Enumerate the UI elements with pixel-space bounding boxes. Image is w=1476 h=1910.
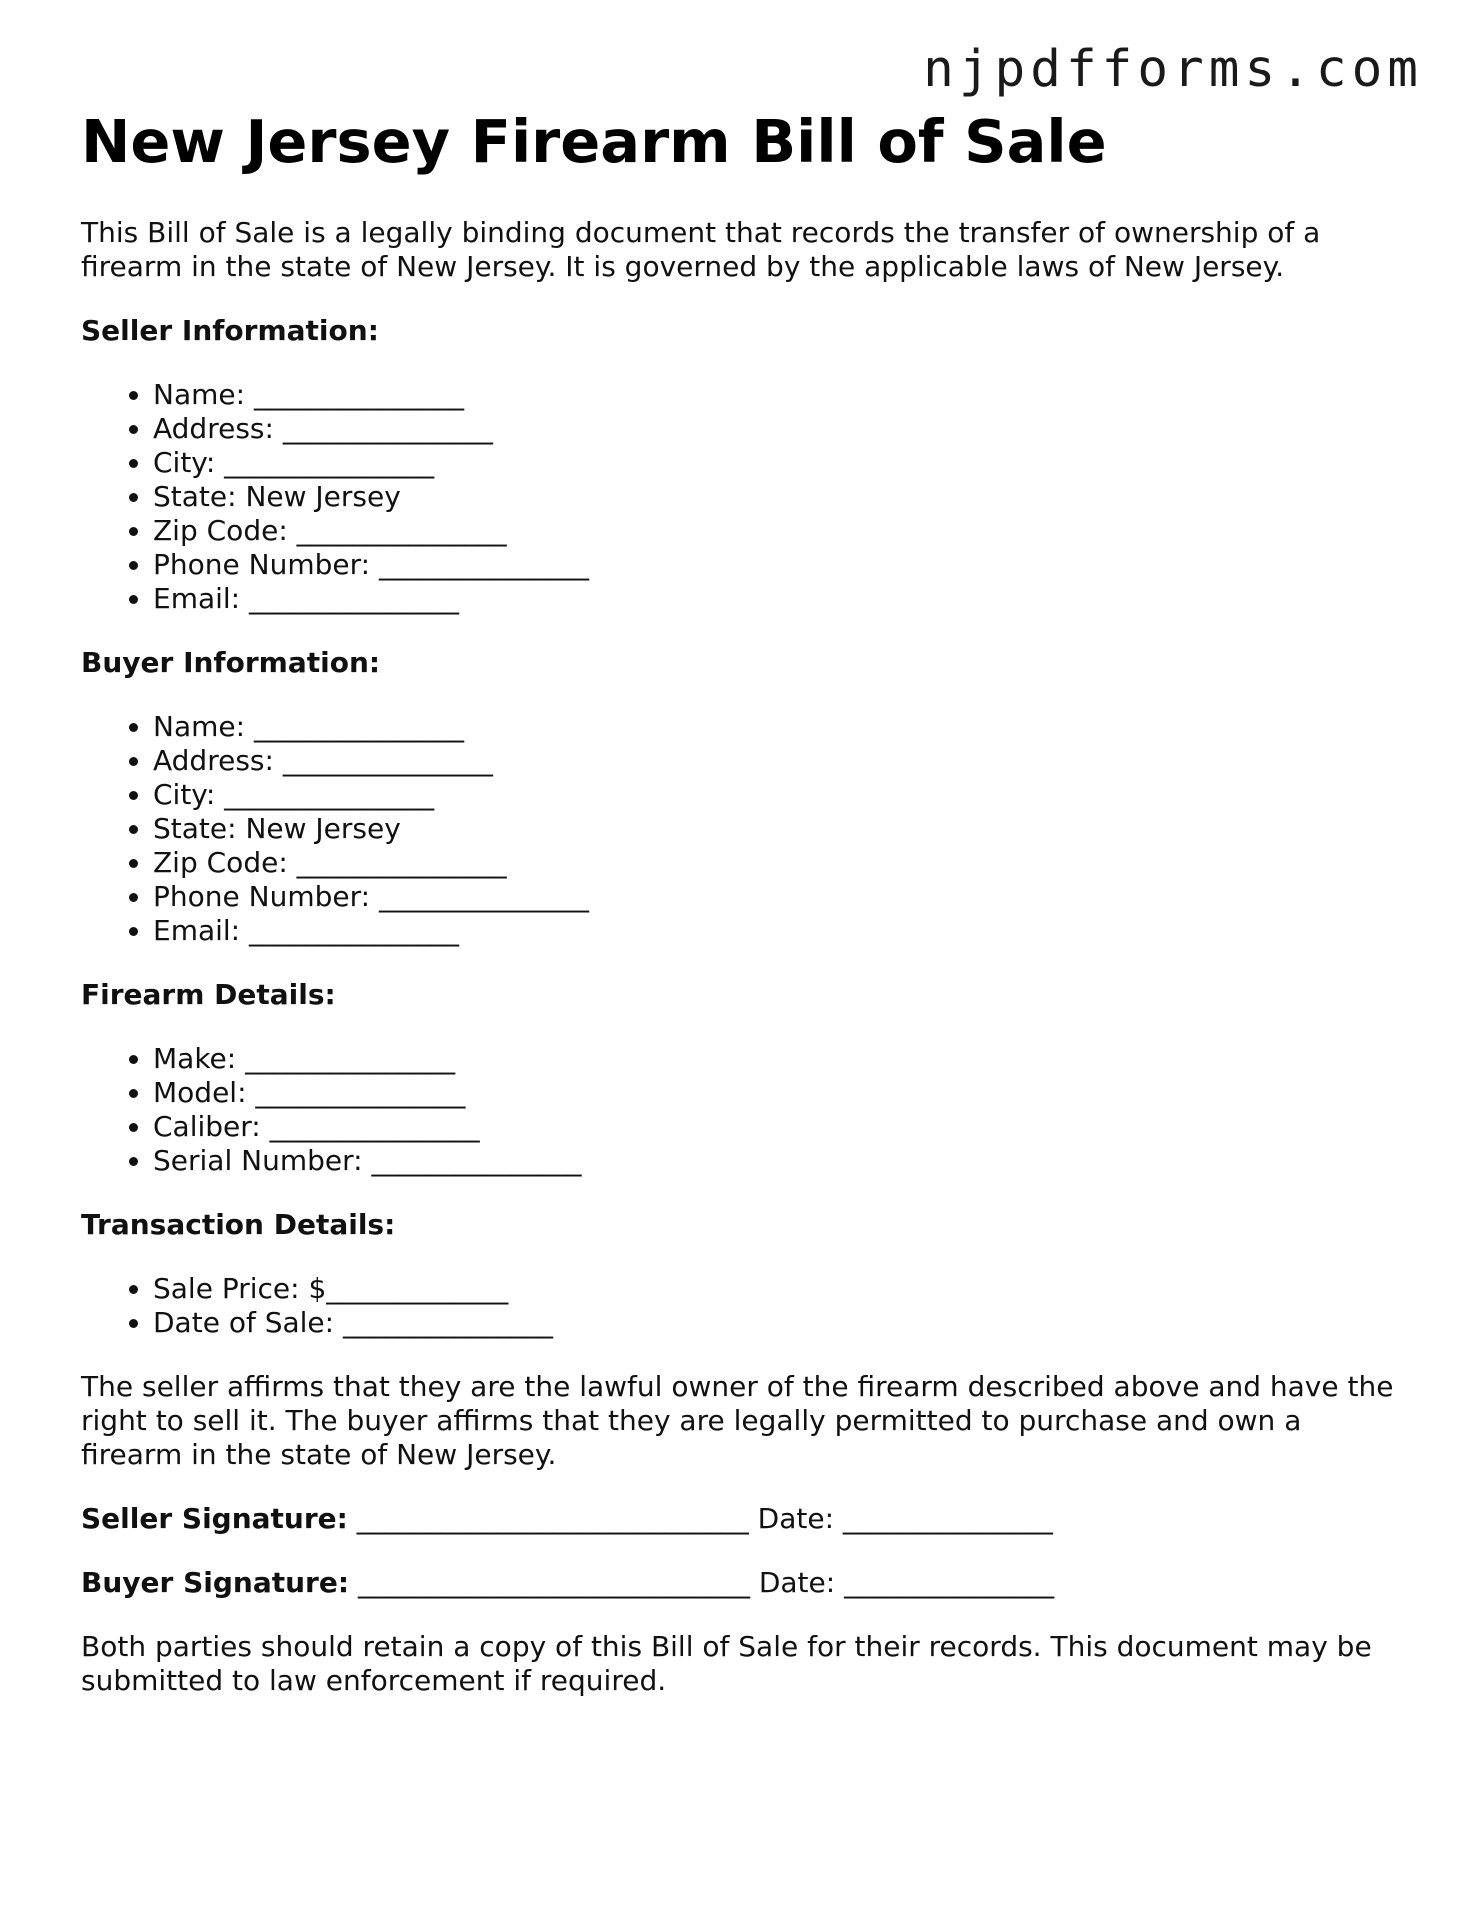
buyer-signature-field[interactable]: ____________________________ Date: _______________	[357, 1566, 1055, 1599]
seller-info-list	[81, 378, 1411, 616]
seller-city-field[interactable]: • City: _______________	[153, 446, 1411, 480]
firearm-details-list	[81, 1042, 1411, 1178]
affirmation-paragraph: The seller affirms that they are the lawful owner of the firearm described above and have the right to sell it. The buyer affirms that they are legally permitted to purchase and own a firearm in the state of New Jersey.	[81, 1370, 1394, 1471]
seller-info-heading: Seller Information:	[81, 314, 379, 347]
seller-email-field[interactable]: • Email: _______________	[153, 582, 1411, 616]
buyer-address-field[interactable]: • Address: _______________	[153, 744, 1411, 778]
buyer-signature-label: Buyer Signature:	[81, 1566, 350, 1599]
seller-signature-label: Seller Signature:	[81, 1502, 348, 1535]
seller-name-field[interactable]: • Name: _______________	[153, 378, 1411, 412]
seller-zip-field[interactable]: • Zip Code: _______________	[153, 514, 1411, 548]
buyer-state-field: • State: New Jersey	[153, 812, 1411, 846]
seller-state-field: • State: New Jersey	[153, 480, 1411, 514]
sale-price-field[interactable]: • Sale Price: $_____________	[153, 1272, 1411, 1306]
firearm-caliber-field[interactable]: • Caliber: _______________	[153, 1110, 1411, 1144]
transaction-details-heading: Transaction Details:	[81, 1208, 396, 1241]
buyer-info-heading: Buyer Information:	[81, 646, 381, 679]
buyer-zip-field[interactable]: • Zip Code: _______________	[153, 846, 1411, 880]
seller-signature-row	[81, 1502, 1411, 1536]
seller-signature-field[interactable]: ____________________________ Date: _______________	[356, 1502, 1053, 1535]
firearm-details-heading: Firearm Details:	[81, 978, 336, 1011]
site-watermark: njpdfforms.com	[923, 40, 1423, 99]
buyer-info-list	[81, 710, 1411, 948]
buyer-city-field[interactable]: • City: _______________	[153, 778, 1411, 812]
page-title: New Jersey Firearm Bill of Sale	[81, 107, 1107, 176]
transaction-details-list	[81, 1272, 1411, 1340]
firearm-make-field[interactable]: • Make: _______________	[153, 1042, 1411, 1076]
intro-paragraph: This Bill of Sale is a legally binding document that records the transfer of ownership of a firearm in the state of New Jersey. It is governed by the applicable laws of New Jersey.	[81, 216, 1321, 283]
sale-date-field[interactable]: • Date of Sale: _______________	[153, 1306, 1411, 1340]
buyer-signature-row	[81, 1566, 1411, 1600]
closing-paragraph: Both parties should retain a copy of this Bill of Sale for their records. This document may be submitted to law enforcement if required.	[81, 1630, 1372, 1697]
buyer-phone-field[interactable]: • Phone Number: _______________	[153, 880, 1411, 914]
firearm-serial-field[interactable]: • Serial Number: _______________	[153, 1144, 1411, 1178]
document-body	[81, 106, 1411, 1698]
firearm-model-field[interactable]: • Model: _______________	[153, 1076, 1411, 1110]
buyer-email-field[interactable]: • Email: _______________	[153, 914, 1411, 948]
buyer-name-field[interactable]: • Name: _______________	[153, 710, 1411, 744]
seller-phone-field[interactable]: • Phone Number: _______________	[153, 548, 1411, 582]
seller-address-field[interactable]: • Address: _______________	[153, 412, 1411, 446]
